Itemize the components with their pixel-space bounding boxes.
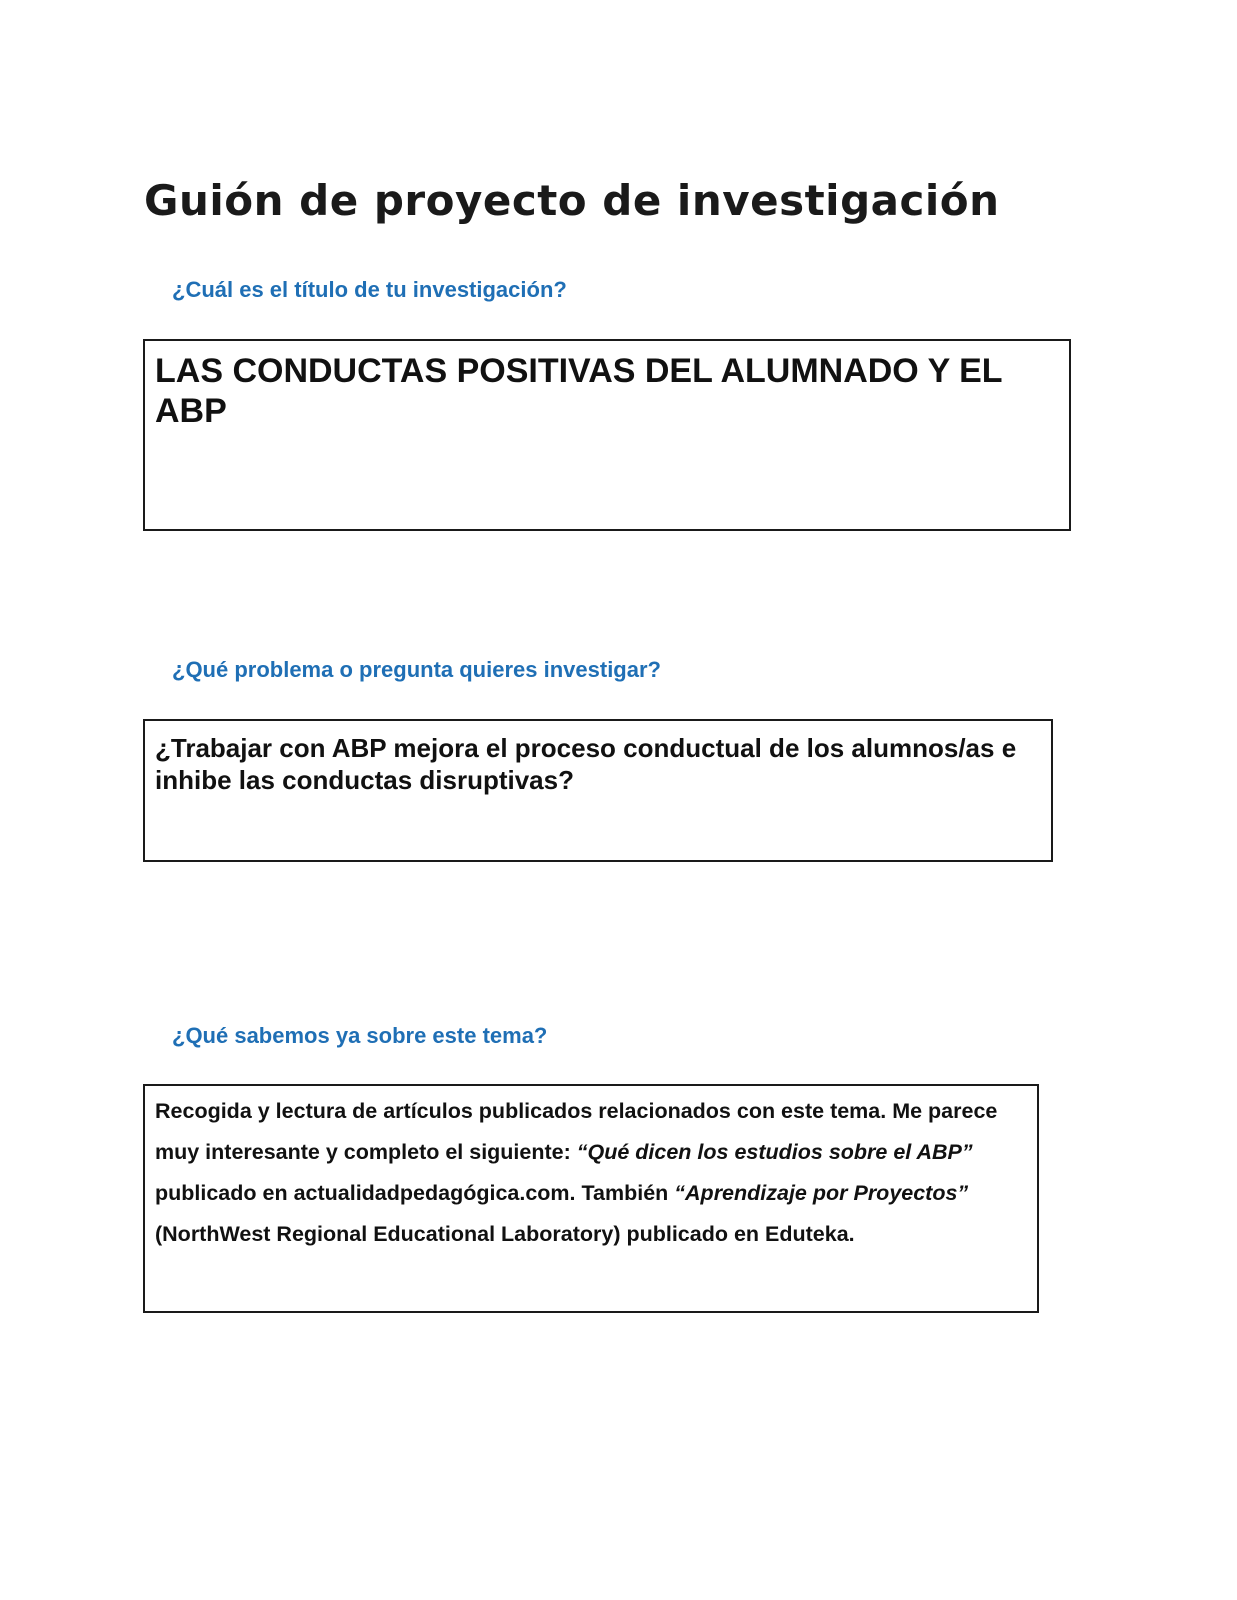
- known-text-intro: Recogida y lectura de artículos publicados relacionados con este tema. Me parece muy interesante y completo el siguiente:: [155, 1099, 998, 1164]
- answer-problem-text: ¿Trabajar con ABP mejora el proceso conductual de los alumnos/as e inhibe las conductas disruptivas?: [155, 733, 1017, 795]
- answer-box-title: [143, 339, 1071, 531]
- known-text-source-2: (NorthWest Regional Educational Laboratory) publicado en Eduteka.: [155, 1222, 855, 1246]
- answer-title-text: LAS CONDUCTAS POSITIVAS DEL ALUMNADO Y EL ABP: [155, 352, 1002, 430]
- answer-known-text: [155, 1091, 1017, 1255]
- question-problem: ¿Qué problema o pregunta quieres investigar?: [172, 657, 661, 682]
- answer-box-problem: [143, 719, 1053, 862]
- known-article-title-2: “Aprendizaje por Proyectos”: [674, 1181, 969, 1205]
- page-title: Guión de proyecto de investigación: [144, 176, 1000, 225]
- question-title: ¿Cuál es el título de tu investigación?: [172, 277, 567, 302]
- known-text-source-1: publicado en actualidadpedagógica.com. También: [155, 1181, 675, 1205]
- answer-box-known: [143, 1084, 1039, 1313]
- question-known: ¿Qué sabemos ya sobre este tema?: [172, 1023, 548, 1048]
- known-article-title-1: “Qué dicen los estudios sobre el ABP”: [576, 1140, 973, 1164]
